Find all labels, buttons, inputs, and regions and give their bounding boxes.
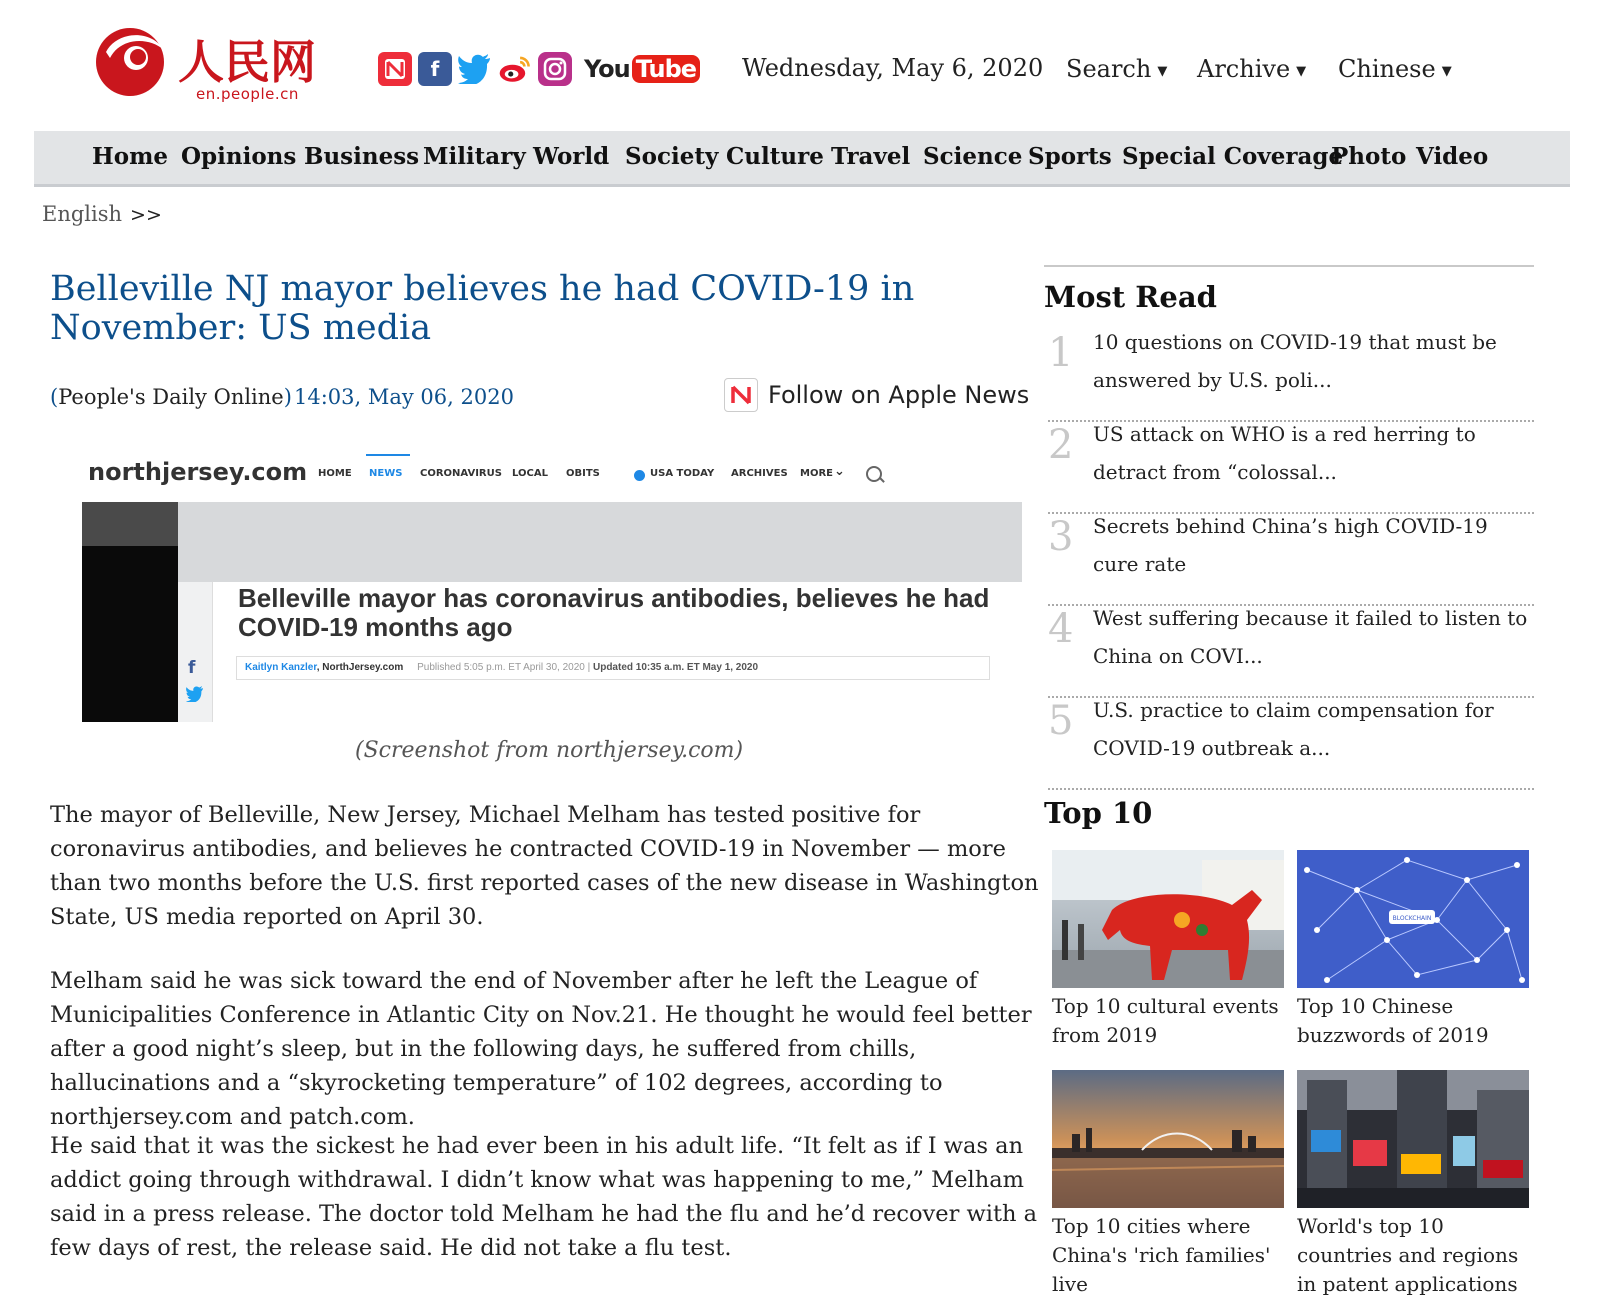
youtube-tube-text: Tube [632,55,700,83]
top10-thumb-buzzwords[interactable] [1297,850,1529,988]
northjersey-logo: northjersey.com [88,458,308,486]
shot-nav-local: LOCAL [512,468,548,479]
article-time: 14:03, May 06, 2020 [294,385,514,409]
most-read-item-3[interactable] [1044,514,1534,606]
weibo-icon[interactable] [498,52,532,86]
menu-home[interactable]: Home [92,143,169,170]
shot-search-icon [866,466,882,482]
follow-apple-news-button[interactable] [724,378,1029,412]
logo-domain: en.people.cn [196,85,299,103]
archive-caret-icon: ▼ [1296,63,1307,79]
shot-org: , NorthJersey.com [316,662,404,673]
chinese-menu[interactable] [1338,55,1452,83]
follow-apple-news-label: Follow on Apple News [768,381,1030,409]
top10-caption-buzzwords[interactable]: Top 10 Chinese buzzwords of 2019 [1297,994,1489,1047]
top10-caption-cultural-events[interactable]: Top 10 cultural events from 2019 [1052,994,1279,1047]
top10-caption-patents[interactable]: World's top 10 countries and regions in patent applications [1297,1214,1519,1296]
shot-nav-home: HOME [318,468,352,479]
sidebar-top-rule [1044,265,1534,267]
article-paragraph-2: Melham said he was sick toward the end of November after he left the League of Municipalities Conference in Atlantic City on Nov.21. He thought he would feel better after a good night’s sleep, but in the following days, he suffered from chills, hallucinations and a “skyrocketing temperature” of 102 degrees, according to northjersey.com and patch.com. [50,968,1032,1130]
apple-news-icon [724,378,758,412]
article-title: Belleville NJ mayor believes he had COVID-19 in November: US media [50,269,915,348]
article-screenshot-image [82,452,1022,722]
menu-society[interactable]: Society [625,143,719,170]
usa-today-dot-icon [634,470,645,481]
most-read-number: 4 [1048,606,1074,652]
source-open-paren: ( [50,385,59,409]
article-paragraph-3: He said that it was the sickest he had ever been in his adult life. “It felt as if I was an addict going through withdrawal. I didn’t know what was happening to me,” Melham said in a press release. The doctor told Melham he had the flu and he’d recover with a few days of rest, the release said. He did not take a flu test. [50,1133,1038,1261]
shot-headline: Belleville mayor has coronavirus antibodies, believes he had COVID-19 months ago [238,583,990,642]
blockchain-badge-text: BLOCKCHAIN [1392,915,1432,922]
youtube-icon[interactable] [584,55,700,83]
menu-science[interactable]: Science [923,143,1023,170]
active-nav-underline [366,454,410,456]
most-read-link[interactable]: Secrets behind China’s high COVID-19 cure rate [1093,514,1488,576]
shot-nav-archives: ARCHIVES [731,468,788,479]
shot-nav-news: NEWS [369,468,403,479]
shot-updated: Updated 10:35 a.m. ET May 1, 2020 [592,662,759,673]
menu-travel[interactable]: Travel [831,143,911,170]
source-close-paren: ) [283,385,292,409]
shot-more-caret-icon: ⌄ [834,464,845,479]
chinese-caret-icon: ▼ [1441,63,1452,79]
dotted-divider [1048,788,1534,790]
shot-nav-coronavirus: CORONAVIRUS [420,468,502,479]
social-icons [378,52,700,86]
instagram-icon[interactable] [538,52,572,86]
current-date: Wednesday, May 6, 2020 [742,54,1044,82]
most-read-item-5[interactable] [1044,698,1534,790]
menu-special-coverage[interactable]: Special Coverage [1122,143,1344,170]
archive-menu[interactable] [1197,55,1306,83]
shot-published: Published 5:05 p.m. ET April 30, 2020 | [417,662,593,673]
facebook-icon[interactable]: f [418,52,452,86]
most-read-link[interactable]: U.S. practice to claim compensation for COVID-19 outbreak a... [1093,698,1494,760]
shot-gray-band [82,502,1022,582]
chinese-label: Chinese [1338,55,1436,83]
shot-byline [236,656,990,680]
most-read-number: 3 [1048,514,1074,560]
search-label: Search [1066,55,1152,83]
most-read-link[interactable]: US attack on WHO is a red herring to detract from “colossal... [1093,422,1476,484]
breadcrumb [42,202,162,226]
most-read-item-2[interactable] [1044,422,1534,514]
top10-thumb-patents[interactable] [1297,1070,1529,1208]
article-source [50,385,292,409]
most-read-link[interactable]: West suffering because it failed to listen to China on COVI... [1093,606,1528,668]
shot-facebook-icon: f [188,658,196,678]
most-read-heading: Most Read [1044,280,1217,314]
menu-culture[interactable]: Culture [726,143,824,170]
top10-heading: Top 10 [1044,796,1153,830]
most-read-number: 1 [1048,330,1074,376]
main-menu-bar [34,131,1570,187]
menu-world[interactable]: World [533,143,610,170]
youtube-you-text: You [584,55,630,83]
menu-business[interactable]: Business [304,143,420,170]
search-menu[interactable] [1066,55,1167,83]
shot-nav-more: MORE [800,468,833,479]
top10-thumb-cultural-events[interactable] [1052,850,1284,988]
logo-chinese-text: 人民网 [178,35,316,89]
most-read-number: 5 [1048,698,1074,744]
article-paragraph-1: The mayor of Belleville, New Jersey, Michael Melham has tested positive for coronavirus antibodies, and believes he contracted COVID-19 in November — more than two months before the U.S. first reported cases of the new disease in Washington State, US media reported on April 30. [50,802,1039,930]
shot-nav-usa-today: USA TODAY [650,468,715,479]
most-read-item-4[interactable] [1044,606,1534,698]
source-name[interactable]: People's Daily Online [58,385,284,409]
most-read-link[interactable]: 10 questions on COVID-19 that must be answered by U.S. poli... [1093,330,1497,392]
site-header [0,0,1600,130]
menu-opinions[interactable]: Opinions [181,143,297,170]
menu-military[interactable]: Military [423,143,526,170]
shot-twitter-icon [186,686,204,706]
menu-sports[interactable]: Sports [1028,143,1112,170]
archive-label: Archive [1197,55,1291,83]
breadcrumb-english[interactable]: English [42,202,123,226]
top10-caption-rich-cities[interactable]: Top 10 cities where China's 'rich families' live [1052,1214,1271,1296]
shot-black-block [82,546,178,722]
most-read-number: 2 [1048,422,1074,468]
breadcrumb-arrows: >> [130,204,162,226]
search-caret-icon: ▼ [1157,63,1168,79]
shot-dark-block [82,502,178,546]
most-read-item-1[interactable] [1044,330,1534,422]
top10-thumb-rich-cities[interactable] [1052,1070,1284,1208]
twitter-icon[interactable] [458,52,492,86]
menu-photo[interactable]: Photo [1331,143,1407,170]
shot-author: Kaitlyn Kanzler [245,662,317,673]
shot-nav-obits: OBITS [566,468,600,479]
apple-news-icon[interactable] [378,52,412,86]
menu-video[interactable]: Video [1416,143,1489,170]
image-caption: (Screenshot from northjersey.com) [355,738,744,763]
